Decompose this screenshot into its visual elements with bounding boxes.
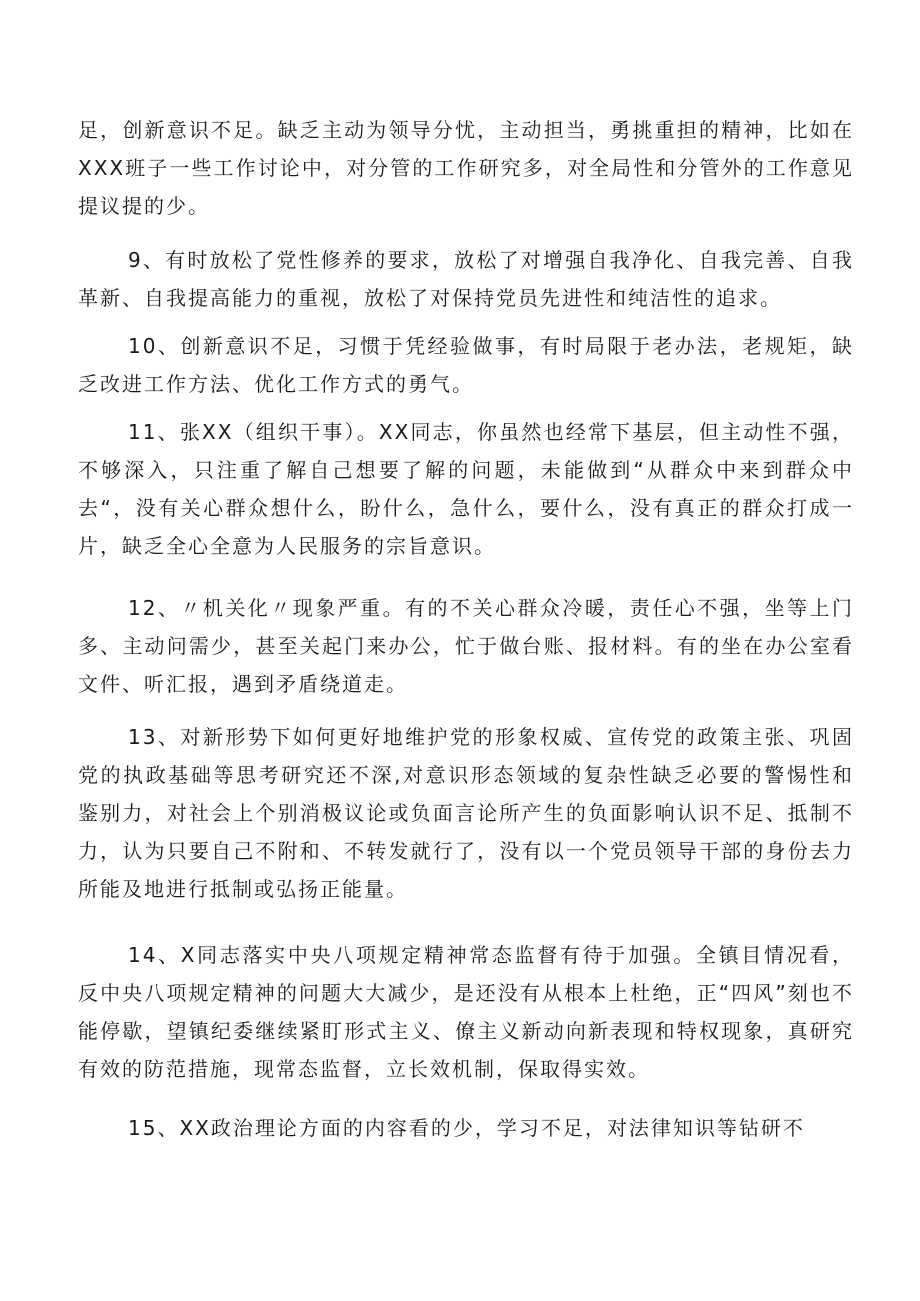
paragraph-item-12 xyxy=(78,589,854,703)
paragraph-text: 12、〃机关化〃现象严重。有的不关心群众冷暖，责任心不强，坐等上门多、主动问需少，甚至关起门来办公，忙于做台账、报材料。有的坐在办公室看文件、听汇报，遇到矛盾绕道走。 xyxy=(78,596,854,696)
paragraph-text: 10、创新意识不足，习惯于凭经验做事，有时局限于老办法，老规矩，缺乏改进工作方法、优化工作方式的勇气。 xyxy=(78,334,854,396)
paragraph-item-14 xyxy=(78,936,854,1088)
paragraph-text: 11、张XX（组织干事）。XX同志，你虽然也经常下基层，但主动性不强，不够深入，只注重了解自己想要了解的问题，未能做到“从群众中来到群众中去“，没有关心群众想什么，盼什么，急什么，要什么，没有真正的群众打成一片，缺乏全心全意为人民服务的宗旨意识。 xyxy=(78,420,854,558)
paragraph-text: 13、对新形势下如何更好地维护党的形象权威、宣传党的政策主张、巩固党的执政基础等思考研究还不深,对意识形态领域的复杂性缺乏必要的警惕性和鉴别力，对社会上个别消极议论或负面言论所产生的负面影响认识不足、抵制不力，认为只要自己不附和、不转发就行了，没有以一个党员领导干部的身份去力所能及地进行抵制或弘扬正能量。 xyxy=(78,725,854,901)
paragraph-item-13 xyxy=(78,718,854,908)
paragraph-text: 15、XX政治理论方面的内容看的少，学习不足，对法律知识等钻研不 xyxy=(128,1116,805,1140)
paragraph-text: 足，创新意识不足。缺乏主动为领导分忧，主动担当，勇挑重担的精神，比如在XXX班子一些工作讨论中，对分管的工作研究多，对全局性和分管外的工作意见提议提的少。 xyxy=(78,118,854,218)
paragraph-item-10 xyxy=(78,327,854,403)
paragraph-item-9 xyxy=(78,241,854,317)
paragraph-text: 14、X同志落实中央八项规定精神常态监督有待于加强。全镇目情况看，反中央八项规定精神的问题大大减少，是还没有从根本上杜绝，正“四风”刻也不能停歇，望镇纪委继续紧盯形式主义、僚主义新动向新表现和特权现象，真研究有效的防范措施，现常态监督，立长效机制，保取得实效。 xyxy=(78,943,854,1081)
paragraph-item-11 xyxy=(78,413,854,565)
paragraph-continuation xyxy=(78,111,854,225)
paragraph-text: 9、有时放松了党性修养的要求，放松了对增强自我净化、自我完善、自我革新、自我提高能力的重视，放松了对保持党员先进性和纯洁性的追求。 xyxy=(78,248,854,310)
paragraph-item-15 xyxy=(78,1109,854,1147)
